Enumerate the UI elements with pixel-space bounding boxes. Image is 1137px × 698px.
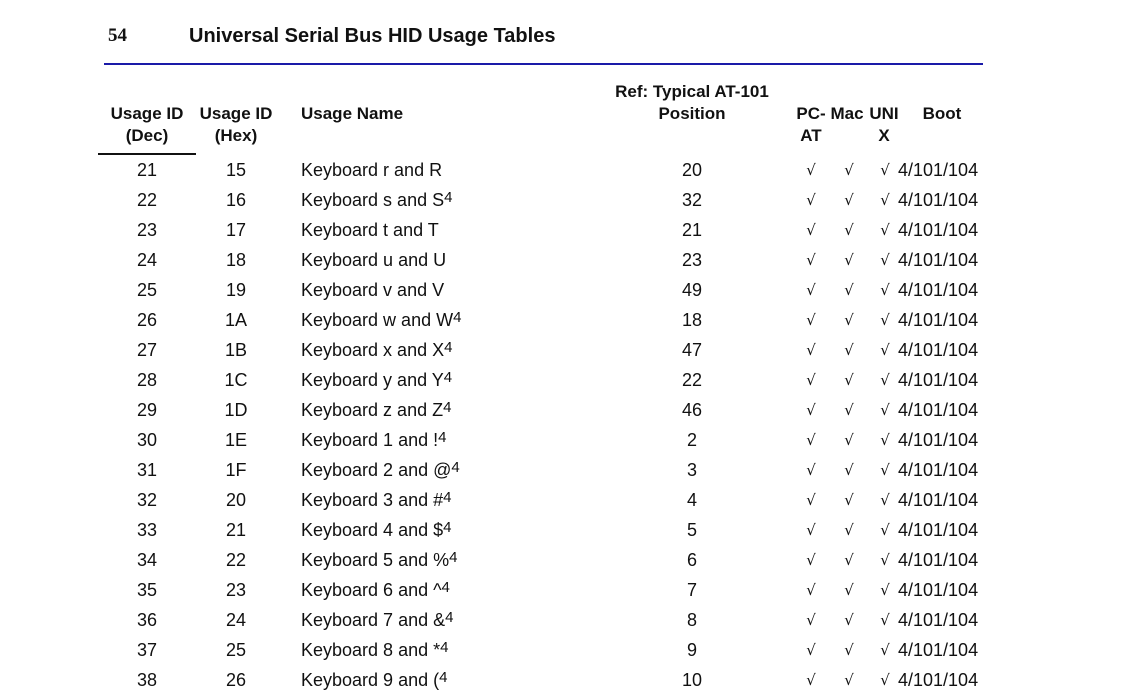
usage-table-body (0, 158, 1137, 698)
header-text: AT (800, 126, 822, 145)
ref-position: 18 (681, 310, 703, 330)
usage-name (301, 398, 451, 422)
usage-name-text: Keyboard x and X (301, 340, 445, 360)
usage-id-dec: 25 (136, 280, 158, 300)
usage-name-text: Keyboard r and R (301, 160, 443, 180)
footnote-ref: 4 (443, 489, 452, 506)
usage-id-hex: 16 (225, 190, 247, 210)
ref-position: 2 (686, 430, 697, 450)
ref-position: 23 (681, 250, 703, 270)
footnote-ref: 4 (444, 339, 453, 356)
table-row (0, 278, 1137, 308)
table-row (0, 308, 1137, 338)
table-row (0, 428, 1137, 458)
usage-id-hex: 22 (225, 550, 247, 570)
usage-id-hex: 1D (224, 400, 248, 420)
header-text: Position (658, 104, 726, 123)
unix-check: √ (880, 461, 890, 479)
boot-value: 4/101/104 (898, 640, 979, 660)
mac-check: √ (844, 251, 854, 269)
boot-value: 4/101/104 (898, 550, 979, 570)
mac-check: √ (844, 521, 854, 539)
usage-name-text: Keyboard 1 and ! (301, 430, 439, 450)
unix-check: √ (880, 191, 890, 209)
usage-name-text: Keyboard u and U (301, 250, 447, 270)
header-text: UNI (869, 104, 899, 123)
header-mac (829, 103, 865, 125)
unix-check: √ (880, 401, 890, 419)
usage-id-hex: 23 (225, 580, 247, 600)
ref-position: 10 (681, 670, 703, 690)
unix-check: √ (880, 551, 890, 569)
usage-id-hex: 26 (225, 670, 247, 690)
boot-value: 4/101/104 (898, 520, 979, 540)
usage-name (301, 488, 451, 512)
usage-id-dec: 38 (136, 670, 158, 690)
usage-id-dec: 22 (136, 190, 158, 210)
unix-check: √ (880, 671, 890, 689)
pc-at-check: √ (806, 551, 816, 569)
boot-value: 4/101/104 (898, 400, 979, 420)
mac-check: √ (844, 551, 854, 569)
usage-id-hex: 1F (225, 460, 247, 480)
boot-value: 4/101/104 (898, 370, 979, 390)
usage-name-text: Keyboard t and T (301, 220, 439, 240)
table-row (0, 158, 1137, 188)
usage-name (301, 308, 461, 332)
usage-name (301, 368, 452, 392)
mac-check: √ (844, 341, 854, 359)
unix-check: √ (880, 371, 890, 389)
unix-check: √ (880, 251, 890, 269)
usage-name-text: Keyboard 4 and $ (301, 520, 444, 540)
pc-at-check: √ (806, 251, 816, 269)
footnote-ref: 4 (440, 639, 449, 656)
usage-id-hex: 15 (225, 160, 247, 180)
footnote-ref: 4 (445, 609, 454, 626)
header-text: (Hex) (214, 126, 258, 145)
usage-id-dec: 30 (136, 430, 158, 450)
header-usage-id-dec (107, 103, 187, 147)
header-text: PC- (796, 104, 826, 123)
usage-id-hex: 18 (225, 250, 247, 270)
table-row (0, 668, 1137, 698)
usage-id-hex: 19 (225, 280, 247, 300)
footnote-ref: 4 (438, 429, 447, 446)
mac-check: √ (844, 401, 854, 419)
pc-at-check: √ (806, 611, 816, 629)
mac-check: √ (844, 671, 854, 689)
ref-position: 49 (681, 280, 703, 300)
boot-value: 4/101/104 (898, 670, 979, 690)
table-row (0, 578, 1137, 608)
unix-check: √ (880, 521, 890, 539)
unix-check: √ (880, 161, 890, 179)
pc-at-check: √ (806, 281, 816, 299)
boot-value: 4/101/104 (898, 160, 979, 180)
unix-check: √ (880, 221, 890, 239)
usage-id-hex: 1C (224, 370, 248, 390)
unix-check: √ (880, 311, 890, 329)
page-title: Universal Serial Bus HID Usage Tables (189, 25, 556, 47)
pc-at-check: √ (806, 221, 816, 239)
table-row (0, 548, 1137, 578)
mac-check: √ (844, 431, 854, 449)
usage-id-dec: 35 (136, 580, 158, 600)
header-text: Usage ID (199, 104, 273, 123)
ref-position: 20 (681, 160, 703, 180)
usage-name (301, 428, 446, 452)
mac-check: √ (844, 221, 854, 239)
usage-id-hex: 25 (225, 640, 247, 660)
header-text: (Dec) (125, 126, 169, 145)
usage-id-dec: 27 (136, 340, 158, 360)
pc-at-check: √ (806, 671, 816, 689)
table-row (0, 218, 1137, 248)
pc-at-check: √ (806, 491, 816, 509)
ref-position: 9 (686, 640, 697, 660)
boot-value: 4/101/104 (898, 580, 979, 600)
usage-id-hex: 21 (225, 520, 247, 540)
usage-id-dec: 21 (136, 160, 158, 180)
unix-check: √ (880, 431, 890, 449)
pc-at-check: √ (806, 341, 816, 359)
usage-id-dec: 29 (136, 400, 158, 420)
table-row (0, 608, 1137, 638)
header-text: Mac (830, 104, 864, 123)
boot-value: 4/101/104 (898, 490, 979, 510)
usage-name (301, 518, 451, 542)
footnote-ref: 4 (449, 549, 458, 566)
boot-value: 4/101/104 (898, 610, 979, 630)
footnote-ref: 4 (439, 669, 448, 686)
mac-check: √ (844, 281, 854, 299)
usage-name (301, 638, 448, 662)
pc-at-check: √ (806, 461, 816, 479)
ref-position: 47 (681, 340, 703, 360)
usage-name (301, 458, 460, 482)
usage-name (301, 578, 450, 602)
pc-at-check: √ (806, 431, 816, 449)
usage-name (301, 218, 439, 242)
usage-id-hex: 1B (224, 340, 248, 360)
pc-at-check: √ (806, 581, 816, 599)
header-underline (98, 153, 196, 155)
ref-position: 3 (686, 460, 697, 480)
header-pc-at (793, 103, 829, 147)
usage-name (301, 608, 453, 632)
usage-id-dec: 36 (136, 610, 158, 630)
unix-check: √ (880, 581, 890, 599)
usage-name (301, 668, 447, 692)
boot-value: 4/101/104 (898, 340, 979, 360)
unix-check: √ (880, 491, 890, 509)
usage-id-hex: 1A (224, 310, 248, 330)
unix-check: √ (880, 281, 890, 299)
usage-name (301, 248, 446, 272)
pc-at-check: √ (806, 371, 816, 389)
header-usage-id-hex (196, 103, 276, 147)
ref-position: 22 (681, 370, 703, 390)
ref-position: 21 (681, 220, 703, 240)
usage-id-hex: 24 (225, 610, 247, 630)
usage-name-text: Keyboard z and Z (301, 400, 444, 420)
usage-id-hex: 1E (224, 430, 248, 450)
usage-id-dec: 24 (136, 250, 158, 270)
pc-at-check: √ (806, 521, 816, 539)
footnote-ref: 4 (443, 369, 453, 386)
usage-name (301, 548, 457, 572)
usage-name-text: Keyboard 7 and & (301, 610, 446, 630)
ref-position: 5 (686, 520, 697, 540)
table-row (0, 638, 1137, 668)
usage-id-dec: 33 (136, 520, 158, 540)
footnote-ref: 4 (441, 579, 450, 596)
usage-name-text: Keyboard v and V (301, 280, 445, 300)
ref-position: 7 (686, 580, 697, 600)
boot-value: 4/101/104 (898, 280, 979, 300)
mac-check: √ (844, 611, 854, 629)
table-row (0, 398, 1137, 428)
header-text: Ref: Typical AT-101 (615, 82, 769, 101)
usage-name-text: Keyboard 8 and * (301, 640, 441, 660)
usage-id-dec: 34 (136, 550, 158, 570)
usage-id-dec: 31 (136, 460, 158, 480)
usage-name-text: Keyboard 3 and # (301, 490, 444, 510)
boot-value: 4/101/104 (898, 430, 979, 450)
usage-id-dec: 32 (136, 490, 158, 510)
boot-value: 4/101/104 (898, 190, 979, 210)
mac-check: √ (844, 641, 854, 659)
usage-name (301, 338, 452, 362)
page-number: 54 (108, 25, 127, 46)
table-row (0, 338, 1137, 368)
usage-id-hex: 17 (225, 220, 247, 240)
table-row (0, 518, 1137, 548)
footnote-ref: 4 (443, 399, 452, 416)
pc-at-check: √ (806, 401, 816, 419)
pc-at-check: √ (806, 311, 816, 329)
mac-check: √ (844, 461, 854, 479)
table-row (0, 248, 1137, 278)
usage-id-dec: 26 (136, 310, 158, 330)
usage-name-text: Keyboard y and Y (301, 370, 444, 390)
pc-at-check: √ (806, 191, 816, 209)
usage-name (301, 188, 452, 212)
header-boot (912, 103, 972, 125)
table-row (0, 368, 1137, 398)
header-text: Usage Name (301, 104, 404, 123)
ref-position: 6 (686, 550, 697, 570)
usage-name-text: Keyboard 2 and @ (301, 460, 452, 480)
ref-position: 32 (681, 190, 703, 210)
mac-check: √ (844, 581, 854, 599)
title-divider (104, 63, 983, 65)
header-text: X (878, 126, 890, 145)
usage-id-dec: 37 (136, 640, 158, 660)
unix-check: √ (880, 341, 890, 359)
boot-value: 4/101/104 (898, 220, 979, 240)
pc-at-check: √ (806, 161, 816, 179)
header-usage-name (301, 103, 403, 125)
ref-position: 8 (686, 610, 697, 630)
header-text: Usage ID (110, 104, 184, 123)
footnote-ref: 4 (453, 309, 462, 326)
unix-check: √ (880, 611, 890, 629)
ref-position: 4 (686, 490, 697, 510)
usage-id-dec: 28 (136, 370, 158, 390)
footnote-ref: 4 (443, 519, 452, 536)
usage-name-text: Keyboard 6 and ^ (301, 580, 442, 600)
mac-check: √ (844, 371, 854, 389)
boot-value: 4/101/104 (898, 250, 979, 270)
footnote-ref: 4 (451, 459, 460, 476)
boot-value: 4/101/104 (898, 460, 979, 480)
header-ref-position (592, 81, 792, 125)
usage-name-text: Keyboard w and W (301, 310, 454, 330)
usage-id-hex: 20 (225, 490, 247, 510)
mac-check: √ (844, 311, 854, 329)
usage-name-text: Keyboard s and S (301, 190, 445, 210)
boot-value: 4/101/104 (898, 310, 979, 330)
pc-at-check: √ (806, 641, 816, 659)
usage-name-text: Keyboard 9 and ( (301, 670, 440, 690)
table-row (0, 188, 1137, 218)
ref-position: 46 (681, 400, 703, 420)
usage-name-text: Keyboard 5 and % (301, 550, 450, 570)
usage-name (301, 158, 442, 182)
mac-check: √ (844, 161, 854, 179)
table-row (0, 458, 1137, 488)
usage-id-dec: 23 (136, 220, 158, 240)
footnote-ref: 4 (444, 189, 453, 206)
header-text: Boot (922, 104, 962, 123)
mac-check: √ (844, 191, 854, 209)
header-unix (865, 103, 903, 147)
table-row (0, 488, 1137, 518)
mac-check: √ (844, 491, 854, 509)
unix-check: √ (880, 641, 890, 659)
usage-name (301, 278, 444, 302)
